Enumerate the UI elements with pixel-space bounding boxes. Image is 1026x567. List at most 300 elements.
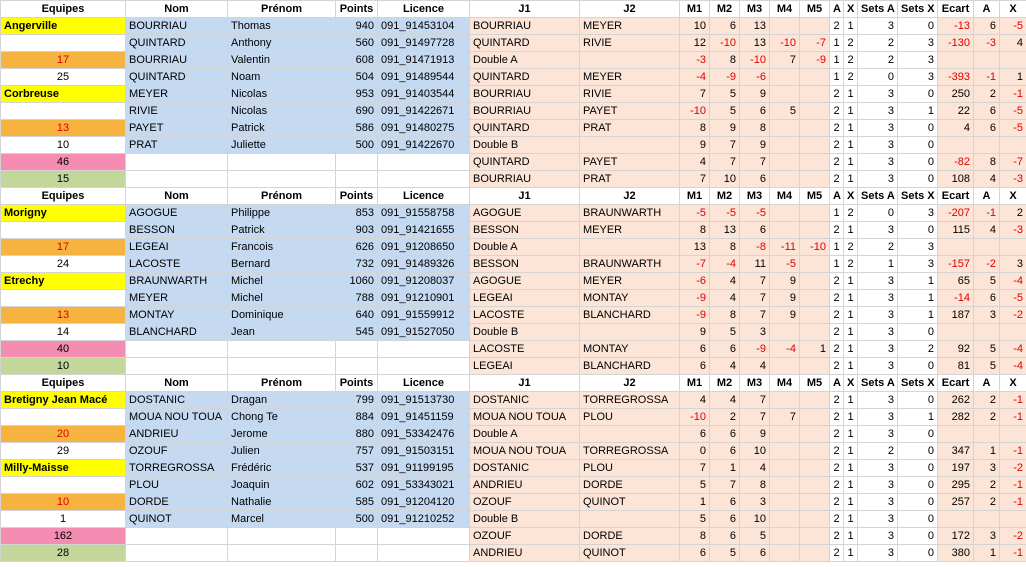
table-cell[interactable]: 10: [740, 443, 770, 460]
table-cell[interactable]: MOUA NOU TOUA: [470, 409, 580, 426]
table-cell[interactable]: 2: [898, 341, 938, 358]
table-cell[interactable]: 81: [938, 358, 974, 375]
table-cell[interactable]: 115: [938, 222, 974, 239]
column-header[interactable]: X: [844, 375, 858, 392]
table-cell[interactable]: 2: [830, 409, 844, 426]
table-cell[interactable]: 9: [710, 120, 740, 137]
table-cell[interactable]: PAYET: [126, 120, 228, 137]
table-cell[interactable]: DOSTANIC: [126, 392, 228, 409]
table-cell[interactable]: 9: [680, 324, 710, 341]
table-cell[interactable]: [378, 528, 470, 545]
table-cell[interactable]: QUINOT: [580, 494, 680, 511]
column-header[interactable]: Points: [336, 188, 378, 205]
table-cell[interactable]: 6: [710, 443, 740, 460]
table-cell[interactable]: 46: [1, 154, 126, 171]
table-cell[interactable]: 788: [336, 290, 378, 307]
table-cell[interactable]: [974, 52, 1000, 69]
table-cell[interactable]: 2: [844, 239, 858, 256]
table-cell[interactable]: Nicolas: [228, 86, 336, 103]
table-cell[interactable]: BESSON: [126, 222, 228, 239]
table-cell[interactable]: [228, 154, 336, 171]
table-cell[interactable]: 2: [844, 35, 858, 52]
table-cell[interactable]: 3: [858, 324, 898, 341]
table-cell[interactable]: 13: [680, 239, 710, 256]
table-cell[interactable]: 1: [844, 154, 858, 171]
table-cell[interactable]: [580, 324, 680, 341]
table-cell[interactable]: PRAT: [126, 137, 228, 154]
table-cell[interactable]: Etrechy: [1, 273, 126, 290]
table-cell[interactable]: Bretigny Jean Macé: [1, 392, 126, 409]
table-cell[interactable]: 2: [844, 256, 858, 273]
table-cell[interactable]: [580, 52, 680, 69]
table-cell[interactable]: Double A: [470, 426, 580, 443]
column-header[interactable]: A: [974, 1, 1000, 18]
table-cell[interactable]: 8: [680, 222, 710, 239]
table-cell[interactable]: 15: [1, 171, 126, 188]
table-cell[interactable]: 6: [974, 120, 1000, 137]
table-cell[interactable]: -14: [938, 290, 974, 307]
table-cell[interactable]: -5: [740, 205, 770, 222]
table-cell[interactable]: MOUA NOU TOUA: [470, 443, 580, 460]
table-cell[interactable]: OZOUF: [126, 443, 228, 460]
table-cell[interactable]: [770, 545, 800, 562]
table-cell[interactable]: 853: [336, 205, 378, 222]
table-cell[interactable]: [770, 426, 800, 443]
table-cell[interactable]: [770, 205, 800, 222]
table-cell[interactable]: 1: [844, 528, 858, 545]
table-cell[interactable]: 0: [898, 171, 938, 188]
table-cell[interactable]: -2: [1000, 528, 1026, 545]
table-cell[interactable]: 091_91559912: [378, 307, 470, 324]
table-cell[interactable]: 626: [336, 239, 378, 256]
table-cell[interactable]: 3: [740, 494, 770, 511]
table-cell[interactable]: -1: [1000, 494, 1026, 511]
table-cell[interactable]: 091_91421655: [378, 222, 470, 239]
table-cell[interactable]: [938, 426, 974, 443]
table-cell[interactable]: 1: [858, 256, 898, 273]
table-cell[interactable]: [800, 290, 830, 307]
table-cell[interactable]: [1000, 137, 1026, 154]
table-cell[interactable]: -4: [680, 69, 710, 86]
table-cell[interactable]: 5: [710, 86, 740, 103]
table-cell[interactable]: MEYER: [126, 290, 228, 307]
table-cell[interactable]: 2: [830, 273, 844, 290]
table-cell[interactable]: [770, 18, 800, 35]
table-cell[interactable]: 25: [1, 69, 126, 86]
table-cell[interactable]: 757: [336, 443, 378, 460]
table-cell[interactable]: -2: [1000, 307, 1026, 324]
table-cell[interactable]: 6: [710, 494, 740, 511]
table-cell[interactable]: 17: [1, 52, 126, 69]
table-cell[interactable]: [1, 409, 126, 426]
table-cell[interactable]: [1, 103, 126, 120]
table-cell[interactable]: [378, 171, 470, 188]
table-cell[interactable]: 091_91489544: [378, 69, 470, 86]
table-cell[interactable]: 6: [740, 222, 770, 239]
table-cell[interactable]: TORREGROSSA: [580, 443, 680, 460]
table-cell[interactable]: BRAUNWARTH: [580, 256, 680, 273]
table-cell[interactable]: Chong Te: [228, 409, 336, 426]
table-cell[interactable]: 091_91210252: [378, 511, 470, 528]
table-cell[interactable]: ANDRIEU: [126, 426, 228, 443]
table-cell[interactable]: [800, 154, 830, 171]
table-cell[interactable]: -1: [1000, 443, 1026, 460]
table-cell[interactable]: [126, 341, 228, 358]
table-cell[interactable]: 3: [858, 154, 898, 171]
column-header[interactable]: Sets A: [858, 188, 898, 205]
table-cell[interactable]: [378, 358, 470, 375]
table-cell[interactable]: -9: [740, 341, 770, 358]
table-cell[interactable]: 1: [974, 443, 1000, 460]
table-cell[interactable]: LEGEAI: [470, 290, 580, 307]
table-cell[interactable]: 40: [1, 341, 126, 358]
table-cell[interactable]: [974, 324, 1000, 341]
table-cell[interactable]: 1: [898, 273, 938, 290]
table-cell[interactable]: 4: [1000, 35, 1026, 52]
table-cell[interactable]: [580, 511, 680, 528]
table-cell[interactable]: 7: [680, 171, 710, 188]
table-cell[interactable]: [800, 137, 830, 154]
table-cell[interactable]: 1: [844, 460, 858, 477]
table-cell[interactable]: 1: [844, 511, 858, 528]
table-cell[interactable]: [800, 460, 830, 477]
column-header[interactable]: Equipes: [1, 188, 126, 205]
table-cell[interactable]: 0: [898, 426, 938, 443]
table-cell[interactable]: 2: [844, 69, 858, 86]
table-cell[interactable]: LACOSTE: [126, 256, 228, 273]
table-cell[interactable]: [800, 324, 830, 341]
table-cell[interactable]: 3: [858, 18, 898, 35]
table-cell[interactable]: RIVIE: [580, 86, 680, 103]
table-cell[interactable]: 3: [858, 120, 898, 137]
table-cell[interactable]: Francois: [228, 239, 336, 256]
table-cell[interactable]: 2: [830, 120, 844, 137]
table-cell[interactable]: 5: [710, 545, 740, 562]
table-cell[interactable]: 8: [680, 528, 710, 545]
table-cell[interactable]: 0: [898, 494, 938, 511]
table-cell[interactable]: 1: [898, 290, 938, 307]
table-cell[interactable]: 0: [898, 511, 938, 528]
table-cell[interactable]: 7: [740, 273, 770, 290]
table-cell[interactable]: 3: [898, 69, 938, 86]
table-cell[interactable]: TORREGROSSA: [126, 460, 228, 477]
table-cell[interactable]: 24: [1, 256, 126, 273]
table-cell[interactable]: Angerville: [1, 18, 126, 35]
table-cell[interactable]: 608: [336, 52, 378, 69]
table-cell[interactable]: 2: [710, 409, 740, 426]
table-cell[interactable]: 7: [680, 86, 710, 103]
table-cell[interactable]: 0: [898, 392, 938, 409]
table-cell[interactable]: 0: [898, 324, 938, 341]
table-cell[interactable]: 560: [336, 35, 378, 52]
column-header[interactable]: Nom: [126, 188, 228, 205]
table-cell[interactable]: -157: [938, 256, 974, 273]
table-cell[interactable]: 0: [898, 358, 938, 375]
table-cell[interactable]: 1: [844, 273, 858, 290]
table-cell[interactable]: -7: [800, 35, 830, 52]
table-cell[interactable]: [770, 324, 800, 341]
column-header[interactable]: Sets X: [898, 188, 938, 205]
table-cell[interactable]: 6: [974, 290, 1000, 307]
table-cell[interactable]: [770, 358, 800, 375]
column-header[interactable]: M5: [800, 375, 830, 392]
column-header[interactable]: Nom: [126, 1, 228, 18]
table-cell[interactable]: PAYET: [580, 154, 680, 171]
table-cell[interactable]: 1: [800, 341, 830, 358]
table-cell[interactable]: 7: [740, 409, 770, 426]
table-cell[interactable]: 4: [680, 392, 710, 409]
table-cell[interactable]: -5: [1000, 290, 1026, 307]
table-cell[interactable]: 9: [770, 290, 800, 307]
table-cell[interactable]: OZOUF: [470, 494, 580, 511]
table-cell[interactable]: 1: [830, 239, 844, 256]
table-cell[interactable]: 2: [830, 171, 844, 188]
column-header[interactable]: Licence: [378, 188, 470, 205]
column-header[interactable]: Nom: [126, 375, 228, 392]
table-cell[interactable]: [770, 222, 800, 239]
table-cell[interactable]: 5: [974, 358, 1000, 375]
table-cell[interactable]: Double A: [470, 52, 580, 69]
table-cell[interactable]: 6: [740, 545, 770, 562]
table-cell[interactable]: 1: [844, 341, 858, 358]
table-cell[interactable]: Valentin: [228, 52, 336, 69]
table-cell[interactable]: 2: [830, 545, 844, 562]
table-cell[interactable]: BRAUNWARTH: [126, 273, 228, 290]
table-cell[interactable]: 0: [898, 460, 938, 477]
table-cell[interactable]: MONTAY: [580, 290, 680, 307]
table-cell[interactable]: 1: [844, 358, 858, 375]
table-cell[interactable]: QUINTARD: [470, 35, 580, 52]
table-cell[interactable]: 5: [680, 477, 710, 494]
table-cell[interactable]: [228, 545, 336, 562]
column-header[interactable]: M2: [710, 188, 740, 205]
table-cell[interactable]: 1: [830, 256, 844, 273]
table-cell[interactable]: [770, 171, 800, 188]
table-cell[interactable]: [800, 307, 830, 324]
table-cell[interactable]: TORREGROSSA: [580, 392, 680, 409]
table-cell[interactable]: -3: [680, 52, 710, 69]
table-cell[interactable]: 162: [1, 528, 126, 545]
table-cell[interactable]: 091_91208037: [378, 273, 470, 290]
column-header[interactable]: M4: [770, 188, 800, 205]
table-cell[interactable]: 091_53342476: [378, 426, 470, 443]
table-cell[interactable]: -7: [680, 256, 710, 273]
table-cell[interactable]: Morigny: [1, 205, 126, 222]
table-cell[interactable]: [1000, 324, 1026, 341]
table-cell[interactable]: 091_91451159: [378, 409, 470, 426]
table-cell[interactable]: MEYER: [580, 222, 680, 239]
table-cell[interactable]: [770, 120, 800, 137]
table-cell[interactable]: 9: [740, 426, 770, 443]
table-cell[interactable]: [974, 239, 1000, 256]
table-cell[interactable]: Thomas: [228, 18, 336, 35]
table-cell[interactable]: -1: [1000, 86, 1026, 103]
table-cell[interactable]: 3: [858, 409, 898, 426]
table-cell[interactable]: 6: [680, 426, 710, 443]
table-cell[interactable]: 091_91210901: [378, 290, 470, 307]
table-cell[interactable]: 640: [336, 307, 378, 324]
table-cell[interactable]: [126, 545, 228, 562]
table-cell[interactable]: BOURRIAU: [126, 52, 228, 69]
table-cell[interactable]: Bernard: [228, 256, 336, 273]
table-cell[interactable]: 7: [710, 154, 740, 171]
table-cell[interactable]: 537: [336, 460, 378, 477]
column-header[interactable]: Ecart: [938, 188, 974, 205]
table-cell[interactable]: -3: [974, 35, 1000, 52]
table-cell[interactable]: 1: [844, 307, 858, 324]
table-cell[interactable]: 0: [898, 528, 938, 545]
table-cell[interactable]: 14: [1, 324, 126, 341]
table-cell[interactable]: LEGEAI: [470, 358, 580, 375]
table-cell[interactable]: 0: [898, 154, 938, 171]
table-cell[interactable]: -10: [800, 239, 830, 256]
table-cell[interactable]: [800, 273, 830, 290]
table-cell[interactable]: [938, 324, 974, 341]
table-cell[interactable]: -130: [938, 35, 974, 52]
table-cell[interactable]: 3: [898, 239, 938, 256]
table-cell[interactable]: 799: [336, 392, 378, 409]
column-header[interactable]: A: [974, 188, 1000, 205]
table-cell[interactable]: 5: [974, 273, 1000, 290]
table-cell[interactable]: -5: [1000, 18, 1026, 35]
table-cell[interactable]: 4: [938, 120, 974, 137]
table-cell[interactable]: 1: [844, 120, 858, 137]
table-cell[interactable]: -1: [1000, 392, 1026, 409]
table-cell[interactable]: 1: [844, 18, 858, 35]
table-cell[interactable]: 091_53343021: [378, 477, 470, 494]
table-cell[interactable]: [1000, 511, 1026, 528]
table-cell[interactable]: [800, 256, 830, 273]
table-cell[interactable]: QUINTARD: [470, 154, 580, 171]
column-header[interactable]: M4: [770, 375, 800, 392]
table-cell[interactable]: MONTAY: [126, 307, 228, 324]
table-cell[interactable]: BOURRIAU: [470, 86, 580, 103]
table-cell[interactable]: -1: [1000, 477, 1026, 494]
table-cell[interactable]: BLANCHARD: [126, 324, 228, 341]
table-cell[interactable]: 8: [740, 477, 770, 494]
table-cell[interactable]: 2: [974, 494, 1000, 511]
table-cell[interactable]: -4: [1000, 341, 1026, 358]
table-cell[interactable]: -4: [1000, 358, 1026, 375]
table-cell[interactable]: -10: [680, 103, 710, 120]
column-header[interactable]: Sets A: [858, 375, 898, 392]
table-cell[interactable]: PAYET: [580, 103, 680, 120]
table-cell[interactable]: 8: [680, 120, 710, 137]
table-cell[interactable]: BESSON: [470, 256, 580, 273]
table-cell[interactable]: 108: [938, 171, 974, 188]
table-cell[interactable]: Milly-Maisse: [1, 460, 126, 477]
table-cell[interactable]: 6: [710, 511, 740, 528]
table-cell[interactable]: [336, 545, 378, 562]
table-cell[interactable]: 6: [710, 426, 740, 443]
table-cell[interactable]: DOSTANIC: [470, 460, 580, 477]
table-cell[interactable]: 3: [858, 222, 898, 239]
column-header[interactable]: J1: [470, 1, 580, 18]
table-cell[interactable]: 5: [740, 528, 770, 545]
column-header[interactable]: J2: [580, 1, 680, 18]
table-cell[interactable]: [228, 341, 336, 358]
table-cell[interactable]: 091_91480275: [378, 120, 470, 137]
table-cell[interactable]: [800, 103, 830, 120]
table-cell[interactable]: [336, 528, 378, 545]
table-cell[interactable]: [336, 341, 378, 358]
table-cell[interactable]: 2: [858, 52, 898, 69]
table-cell[interactable]: [770, 494, 800, 511]
table-cell[interactable]: [1, 290, 126, 307]
table-cell[interactable]: 4: [710, 290, 740, 307]
table-cell[interactable]: [974, 511, 1000, 528]
table-cell[interactable]: OZOUF: [470, 528, 580, 545]
table-cell[interactable]: 3: [898, 256, 938, 273]
table-cell[interactable]: 2: [830, 358, 844, 375]
table-cell[interactable]: -1: [1000, 409, 1026, 426]
table-cell[interactable]: 0: [858, 69, 898, 86]
table-cell[interactable]: 2: [830, 307, 844, 324]
table-cell[interactable]: 091_91453104: [378, 18, 470, 35]
table-cell[interactable]: [800, 545, 830, 562]
table-cell[interactable]: 1: [830, 52, 844, 69]
table-cell[interactable]: 091_91403544: [378, 86, 470, 103]
table-cell[interactable]: [800, 222, 830, 239]
column-header[interactable]: M1: [680, 188, 710, 205]
table-cell[interactable]: -5: [710, 205, 740, 222]
table-cell[interactable]: 2: [974, 392, 1000, 409]
table-cell[interactable]: 586: [336, 120, 378, 137]
table-cell[interactable]: 2: [1000, 205, 1026, 222]
table-cell[interactable]: -6: [740, 69, 770, 86]
table-cell[interactable]: 4: [710, 273, 740, 290]
table-cell[interactable]: [336, 171, 378, 188]
table-cell[interactable]: Double A: [470, 239, 580, 256]
table-cell[interactable]: 13: [710, 222, 740, 239]
table-cell[interactable]: 0: [898, 18, 938, 35]
table-cell[interactable]: [770, 86, 800, 103]
table-cell[interactable]: [1, 35, 126, 52]
column-header[interactable]: M5: [800, 1, 830, 18]
table-cell[interactable]: 13: [1, 120, 126, 137]
table-cell[interactable]: AGOGUE: [470, 205, 580, 222]
table-cell[interactable]: [770, 511, 800, 528]
table-cell[interactable]: 091_91422670: [378, 137, 470, 154]
table-cell[interactable]: 3: [740, 324, 770, 341]
table-cell[interactable]: LEGEAI: [126, 239, 228, 256]
table-cell[interactable]: [974, 426, 1000, 443]
column-header[interactable]: J1: [470, 188, 580, 205]
table-cell[interactable]: [800, 409, 830, 426]
table-cell[interactable]: Patrick: [228, 222, 336, 239]
table-cell[interactable]: Julien: [228, 443, 336, 460]
table-cell[interactable]: -4: [710, 256, 740, 273]
table-cell[interactable]: 091_91497728: [378, 35, 470, 52]
table-cell[interactable]: Nathalie: [228, 494, 336, 511]
table-cell[interactable]: 11: [740, 256, 770, 273]
table-cell[interactable]: 2: [844, 52, 858, 69]
table-cell[interactable]: 20: [1, 426, 126, 443]
column-header[interactable]: X: [844, 1, 858, 18]
table-cell[interactable]: Juliette: [228, 137, 336, 154]
table-cell[interactable]: 3: [858, 171, 898, 188]
table-cell[interactable]: BLANCHARD: [580, 358, 680, 375]
table-cell[interactable]: [126, 154, 228, 171]
table-cell[interactable]: DORDE: [126, 494, 228, 511]
table-cell[interactable]: -10: [770, 35, 800, 52]
table-cell[interactable]: [378, 154, 470, 171]
table-cell[interactable]: 2: [830, 494, 844, 511]
column-header[interactable]: Licence: [378, 1, 470, 18]
table-cell[interactable]: 7: [680, 460, 710, 477]
table-cell[interactable]: 3: [898, 205, 938, 222]
table-cell[interactable]: 3: [858, 86, 898, 103]
